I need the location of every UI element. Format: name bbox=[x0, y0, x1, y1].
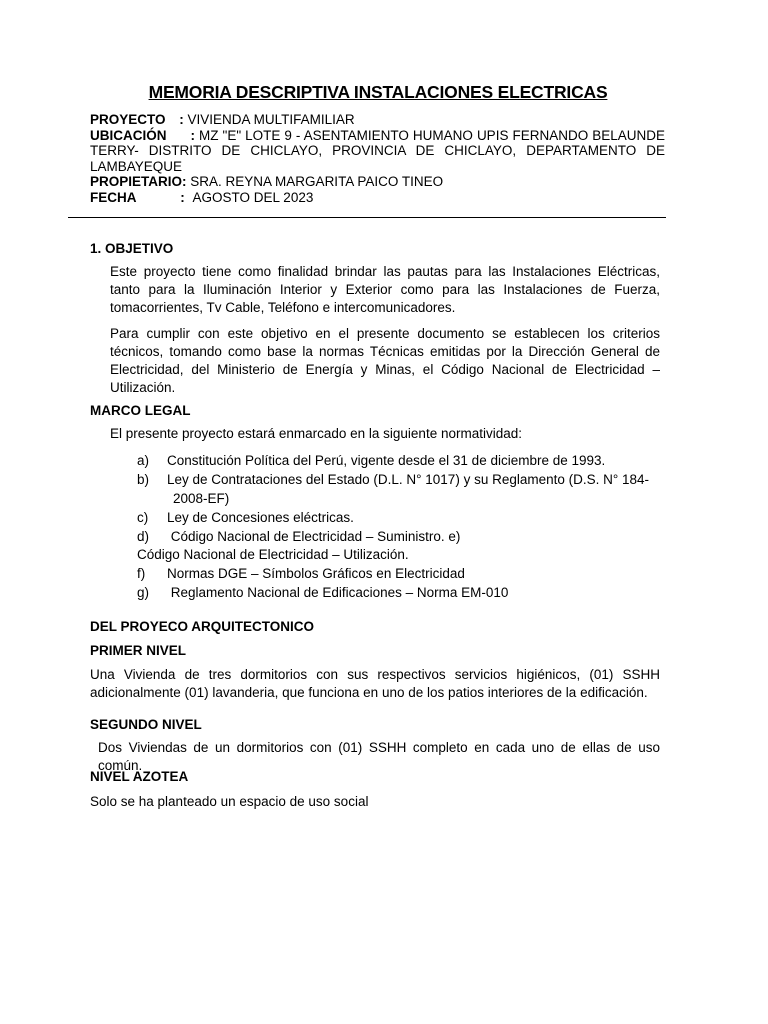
header-divider bbox=[68, 217, 666, 218]
list-item-text: Constitución Política del Perú, vigente desde el 31 de diciembre de 1993. bbox=[167, 453, 606, 468]
proyecto-value: VIVIENDA MULTIFAMILIAR bbox=[187, 112, 355, 127]
azotea-heading: NIVEL AZOTEA bbox=[90, 769, 189, 784]
primer-nivel-text: Una Vivienda de tres dormitorios con sus respectivos servicios higiénicos, (01) SSHH adicionalmente (01) lavanderia, que funciona en uno de los patios interiores de la edificación. bbox=[90, 667, 660, 700]
list-item-label: f) bbox=[137, 566, 146, 581]
propietario-value: SRA. REYNA MARGARITA PAICO TINEO bbox=[190, 174, 444, 189]
list-item-text: Código Nacional de Electricidad – Suministro. e) bbox=[167, 529, 461, 544]
list-item-text: Ley de Concesiones eléctricas. bbox=[167, 510, 354, 525]
segundo-nivel-heading: SEGUNDO NIVEL bbox=[90, 717, 202, 732]
arquitectonico-heading: DEL PROYECO ARQUITECTONICO bbox=[90, 619, 315, 634]
marco-legal-intro: El presente proyecto estará enmarcado en la siguiente normatividad: bbox=[110, 426, 522, 441]
list-item-label: g) bbox=[137, 585, 150, 600]
marco-legal-heading: MARCO LEGAL bbox=[90, 403, 191, 418]
ubicacion-colon: : bbox=[190, 127, 196, 143]
list-item-text: Reglamento Nacional de Edificaciones – Norma EM-010 bbox=[167, 585, 509, 600]
list-item-continuation: 2008-EF) bbox=[173, 491, 230, 506]
list-item bbox=[137, 528, 460, 546]
ubicacion-row bbox=[90, 128, 665, 175]
list-item-label: b) bbox=[137, 472, 150, 487]
list-item bbox=[137, 584, 508, 602]
fecha-colon: : bbox=[180, 189, 185, 205]
fecha-label: FECHA bbox=[90, 189, 137, 205]
fecha-value: AGOSTO DEL 2023 bbox=[192, 189, 314, 205]
primer-nivel-heading: PRIMER NIVEL bbox=[90, 643, 187, 658]
list-item bbox=[137, 452, 605, 470]
list-item-text: Normas DGE – Símbolos Gráficos en Electricidad bbox=[167, 566, 465, 581]
propietario-label: PROPIETARIO: bbox=[90, 174, 187, 189]
ubicacion-label: UBICACIÓN bbox=[90, 127, 167, 143]
proyecto-label: PROYECTO bbox=[90, 112, 166, 127]
segundo-nivel-text: Dos Viviendas de un dormitorios con (01) SSHH completo en cada uno de ellas de uso común. bbox=[98, 740, 660, 773]
list-item-text: Ley de Contrataciones del Estado (D.L. N° 1017) y su Reglamento (D.S. N° 184- bbox=[167, 472, 650, 487]
proyecto-row bbox=[90, 112, 665, 128]
list-item bbox=[137, 565, 465, 583]
ubicacion-value: MZ "E" LOTE 9 - ASENTAMIENTO HUMANO UPIS FERNANDO BELAUNDE TERRY- DISTRITO DE CHICLAYO, PROVINCIA DE CHICLAYO, DEPARTAMENTO DE LAMBAYEQUE bbox=[90, 127, 665, 174]
list-item-label: c) bbox=[137, 510, 149, 525]
objetivo-paragraph-2: Para cumplir con este objetivo en el presente documento se establecen los criterios técnicos, tomando como base la normas Técnicas emitidas por la Dirección General de Electricidad, del Ministerio de Energía y Minas, el Código Nacional de Electricidad – Utilización. bbox=[110, 326, 660, 395]
azotea-text: Solo se ha planteado un espacio de uso social bbox=[90, 794, 369, 809]
list-item-label: a) bbox=[137, 453, 150, 468]
list-item-continuation: Código Nacional de Electricidad – Utilización. bbox=[137, 547, 409, 562]
list-item-label: d) bbox=[137, 529, 150, 544]
objetivo-paragraph-1: Este proyecto tiene como finalidad brindar las pautas para las Instalaciones Eléctricas, tanto para la Iluminación Interior y Exterior como para las Instalaciones de Fuerza, tomacorrientes, Tv Cable, Teléfono e intercomunicadores. bbox=[110, 264, 660, 315]
objetivo-heading: 1. OBJETIVO bbox=[90, 241, 174, 256]
proyecto-colon: : bbox=[179, 112, 184, 127]
project-header bbox=[90, 112, 665, 205]
list-item bbox=[137, 471, 649, 489]
document-title: MEMORIA DESCRIPTIVA INSTALACIONES ELECTRICAS bbox=[148, 82, 608, 102]
fecha-row bbox=[90, 190, 665, 206]
list-item bbox=[137, 509, 354, 527]
propietario-row bbox=[90, 174, 665, 190]
